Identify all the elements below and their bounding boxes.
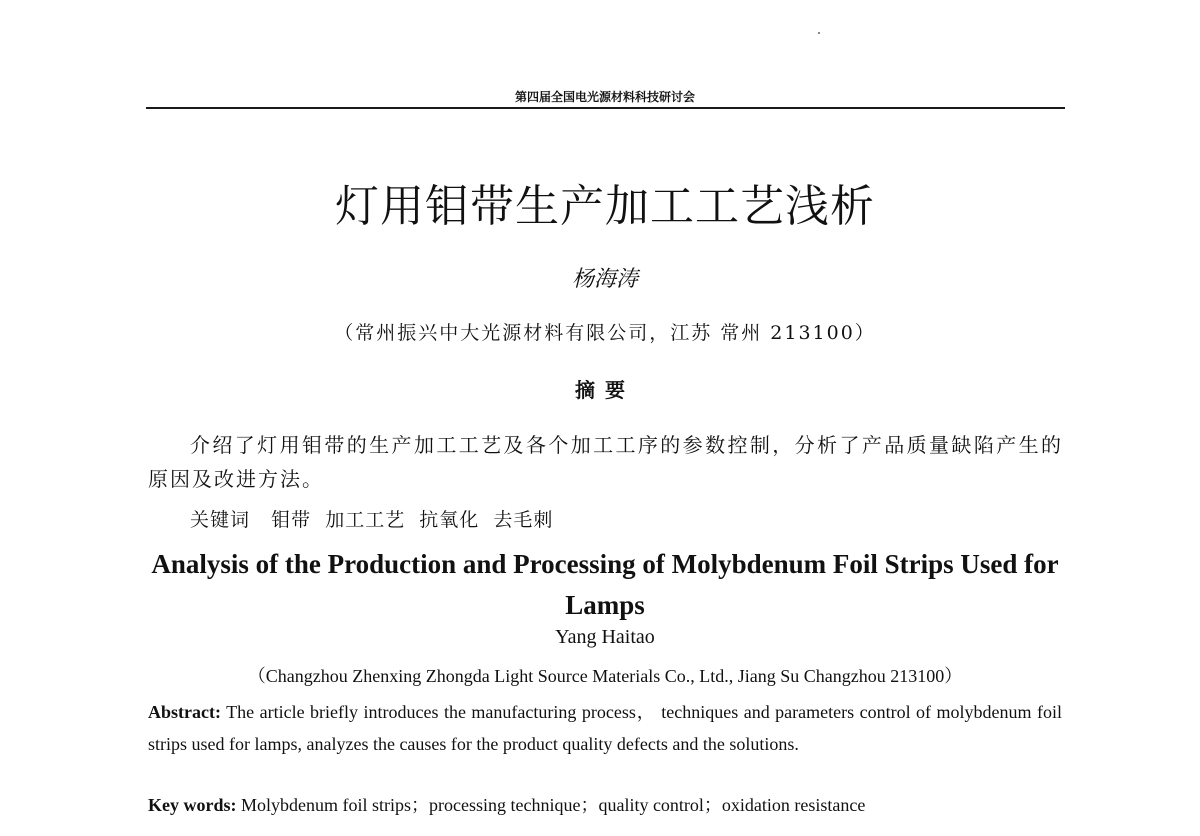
running-header: 第四届全国电光源材料科技研讨会	[514, 90, 695, 104]
chinese-title: 灯用钼带生产加工工艺浅析	[335, 181, 875, 232]
english-affiliation: （Changzhou Zhenxing Zhongda Light Source Materials Co., Ltd., Jiang Su Changzhou 213100）	[247, 666, 963, 686]
english-abstract	[148, 696, 1062, 760]
chinese-keywords-label: 关键词	[190, 509, 251, 531]
chinese-abstract-heading: 摘要	[575, 378, 635, 402]
header-rule	[146, 107, 1065, 109]
chinese-affiliation: （常州振兴中大光源材料有限公司，江苏 常州 213100）	[334, 322, 876, 344]
english-keywords-list: Molybdenum foil strips；processing technique；quality control；oxidation resistance	[236, 795, 866, 815]
chinese-abstract-body: 介绍了灯用钼带的生产加工工艺及各个加工工序的参数控制，分析了产品质量缺陷产生的原因及改进方法。	[148, 433, 1063, 491]
english-keywords	[148, 792, 1062, 818]
keyword-gap	[250, 509, 271, 531]
chinese-author: 杨海涛	[571, 267, 638, 292]
scan-speck	[818, 32, 820, 34]
english-title: Analysis of the Production and Processing of Molybdenum Foil Strips Used for Lamps	[151, 549, 1059, 620]
english-abstract-body: The article briefly introduces the manufacturing process， techniques and parameters control of molybdenum foil strips used for lamps, analyzes the causes for the product quality defects and the solutions.	[148, 702, 1062, 754]
english-keywords-label: Key words:	[148, 795, 237, 815]
chinese-keywords	[190, 505, 1060, 532]
english-author: Yang Haitao	[555, 626, 655, 648]
chinese-keywords-list: 钼带 加工工艺 抗氧化 去毛刺	[271, 509, 554, 531]
english-abstract-label: Abstract:	[148, 702, 221, 722]
